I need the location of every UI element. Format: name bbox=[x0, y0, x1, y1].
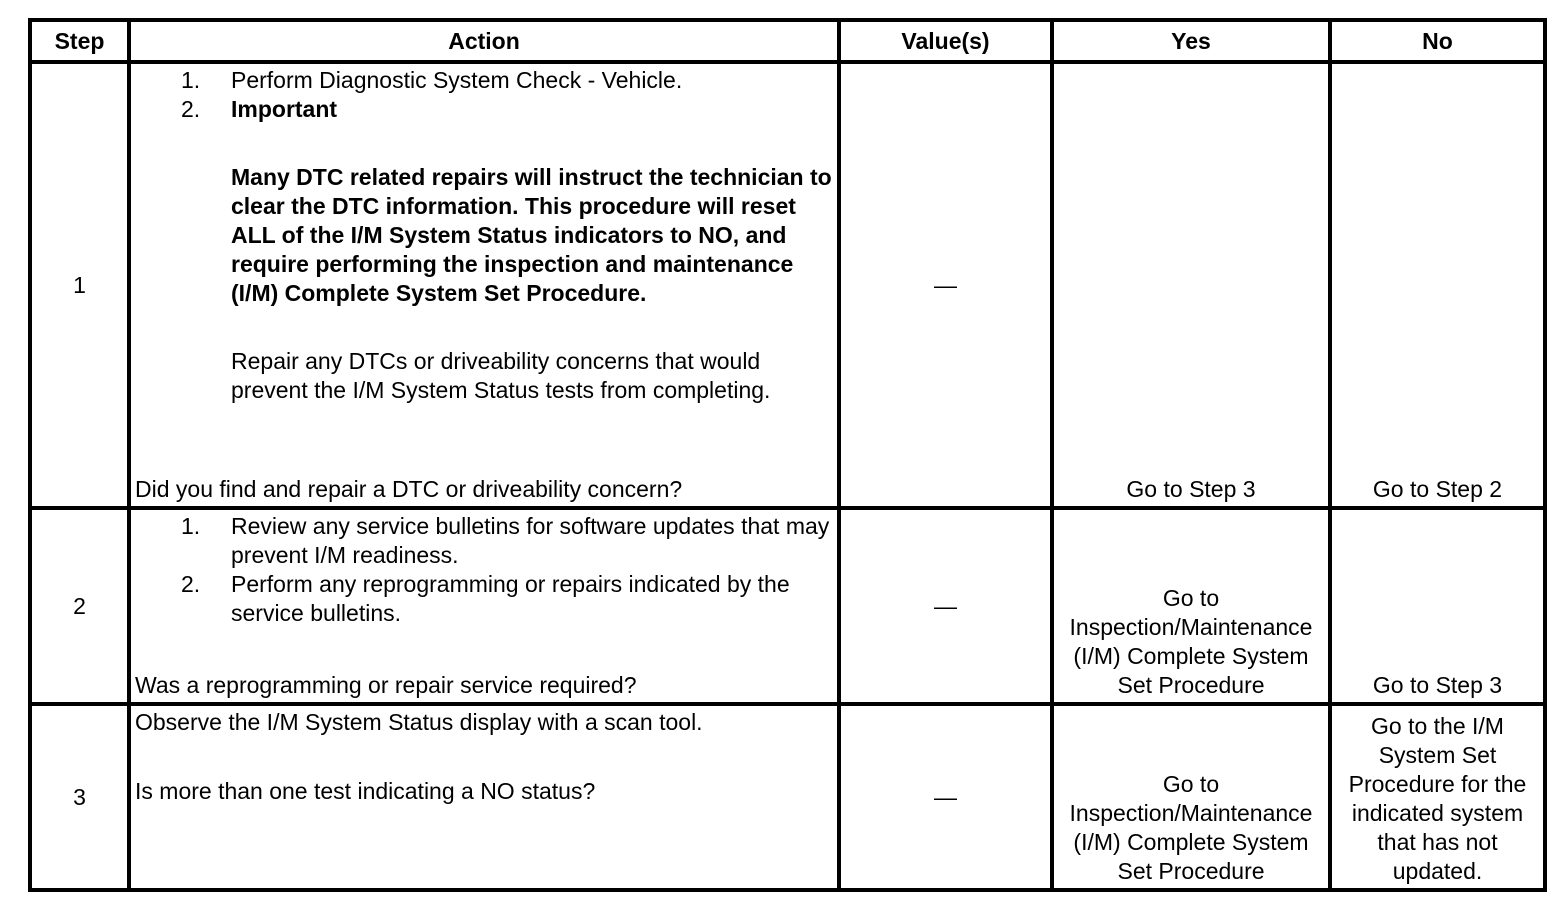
question-text: Is more than one test indicating a NO status? bbox=[135, 778, 596, 804]
value-cell: — bbox=[839, 62, 1052, 508]
list-item: 2. Important bbox=[135, 95, 833, 124]
header-values: Value(s) bbox=[839, 20, 1052, 62]
value-cell: — bbox=[839, 508, 1052, 704]
header-no: No bbox=[1330, 20, 1545, 62]
header-action: Action bbox=[129, 20, 839, 62]
yes-action: Go to Inspection/Maintenance (I/M) Complete System Set Procedure bbox=[1052, 508, 1330, 704]
step-number: 1 bbox=[30, 62, 129, 508]
no-action: Go to Step 2 bbox=[1330, 62, 1545, 508]
repair-instruction: Repair any DTCs or driveability concerns that would prevent the I/M System Status tests from completing. bbox=[231, 348, 771, 403]
important-label: Important bbox=[231, 96, 338, 122]
list-item: 2. Perform any reprogramming or repairs indicated by the service bulletins. bbox=[181, 571, 790, 626]
step-number: 3 bbox=[30, 704, 129, 890]
table-row-step-1 bbox=[30, 62, 1545, 508]
list-item: 1. Perform Diagnostic System Check - Vehicle. bbox=[181, 67, 683, 93]
list-item: 1. Review any service bulletins for software updates that may prevent I/M readiness. bbox=[181, 513, 830, 568]
no-action: Go to Step 3 bbox=[1330, 508, 1545, 704]
action-list bbox=[135, 66, 833, 124]
table-row-step-3 bbox=[30, 704, 1545, 890]
header-yes: Yes bbox=[1052, 20, 1330, 62]
question-text: Did you find and repair a DTC or driveability concern? bbox=[135, 476, 683, 502]
action-cell bbox=[129, 704, 839, 890]
question-text: Was a reprogramming or repair service required? bbox=[135, 672, 637, 698]
action-cell bbox=[129, 62, 839, 508]
table-row-step-2 bbox=[30, 508, 1545, 704]
value-cell: — bbox=[839, 704, 1052, 890]
yes-action: Go to Inspection/Maintenance (I/M) Complete System Set Procedure bbox=[1052, 704, 1330, 890]
observe-instruction: Observe the I/M System Status display with a scan tool. bbox=[135, 709, 703, 735]
header-step: Step bbox=[30, 20, 129, 62]
step-number: 2 bbox=[30, 508, 129, 704]
yes-action: Go to Step 3 bbox=[1052, 62, 1330, 508]
diagnostic-table bbox=[28, 18, 1547, 892]
action-list bbox=[135, 512, 833, 628]
important-note: Many DTC related repairs will instruct the technician to clear the DTC information. This procedure will reset ALL of the I/M System Status indicators to NO, and require performing the inspection and maintenance (I/M) Complete System Set Procedure. bbox=[231, 164, 832, 306]
no-action: Go to the I/M System Set Procedure for the indicated system that has not updated. bbox=[1330, 704, 1545, 890]
action-cell bbox=[129, 508, 839, 704]
header-row bbox=[30, 20, 1545, 62]
